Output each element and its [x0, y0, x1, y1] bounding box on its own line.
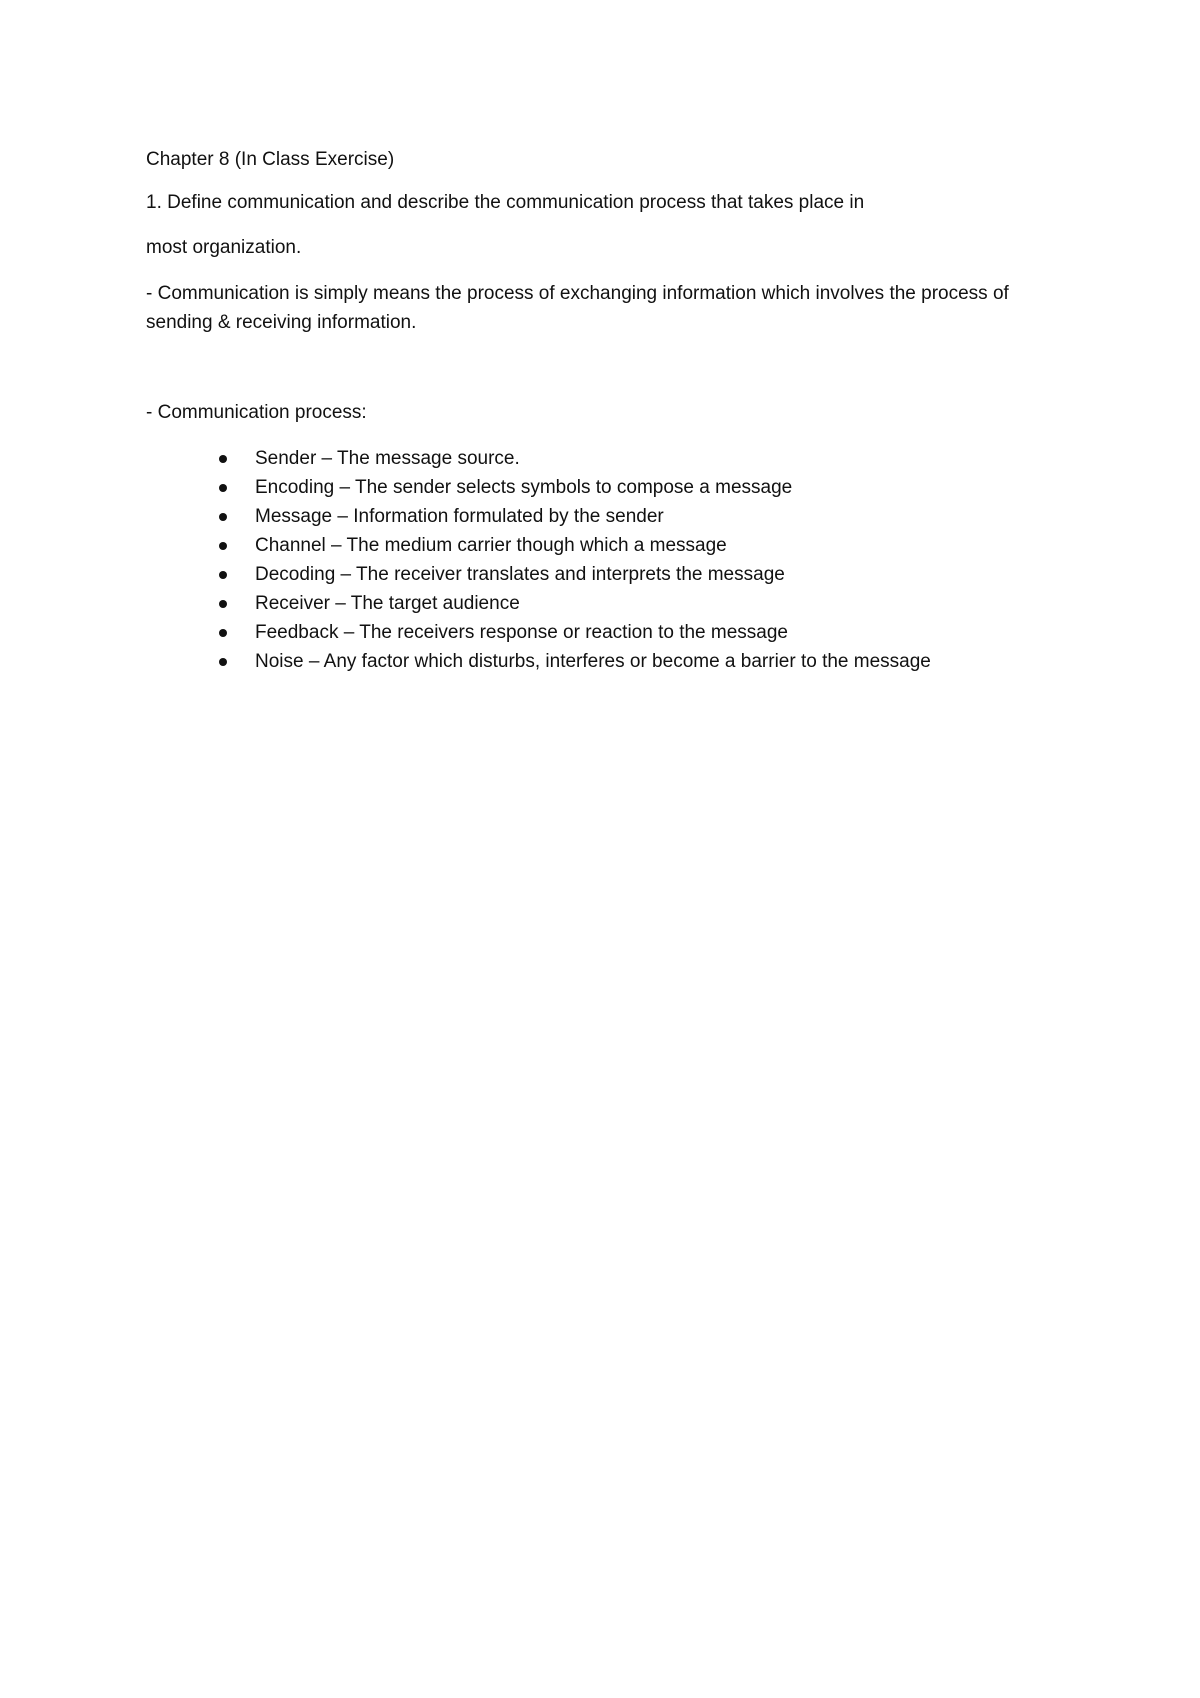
chapter-title: Chapter 8 (In Class Exercise) — [146, 149, 395, 170]
list-item-message — [146, 502, 1076, 531]
list-item-encoding — [146, 473, 1076, 502]
list-item-text: Feedback – The receivers response or reaction to the message — [255, 622, 788, 643]
bullet-icon — [219, 513, 227, 521]
bullet-icon — [219, 542, 227, 550]
definition-answer: - Communication is simply means the process of exchanging information which involves the process of sending & receiving information. — [146, 283, 1009, 333]
process-list — [146, 444, 1076, 676]
bullet-icon — [219, 484, 227, 492]
bullet-icon — [219, 629, 227, 637]
process-heading: - Communication process: — [146, 402, 367, 423]
bullet-icon — [219, 600, 227, 608]
list-item-sender — [146, 444, 1076, 473]
question-line-2: most organization. — [146, 237, 302, 258]
list-item-text: Channel – The medium carrier though which a message — [255, 535, 727, 556]
list-item-feedback — [146, 618, 1076, 647]
bullet-icon — [219, 658, 227, 666]
question-line-1: 1. Define communication and describe the communication process that takes place in — [146, 192, 865, 213]
list-item-text: Sender – The message source. — [255, 448, 520, 469]
list-item-text: Noise – Any factor which disturbs, interferes or become a barrier to the message — [255, 651, 931, 672]
list-item-decoding — [146, 560, 1076, 589]
list-item-text: Receiver – The target audience — [255, 593, 520, 614]
bullet-icon — [219, 571, 227, 579]
list-item-text: Encoding – The sender selects symbols to compose a message — [255, 477, 793, 498]
list-item-text: Decoding – The receiver translates and interprets the message — [255, 564, 785, 585]
list-item-noise — [146, 647, 1076, 676]
list-item-receiver — [146, 589, 1076, 618]
list-item-channel — [146, 531, 1076, 560]
list-item-text: Message – Information formulated by the sender — [255, 506, 664, 527]
bullet-icon — [219, 455, 227, 463]
document-body — [146, 146, 1076, 676]
